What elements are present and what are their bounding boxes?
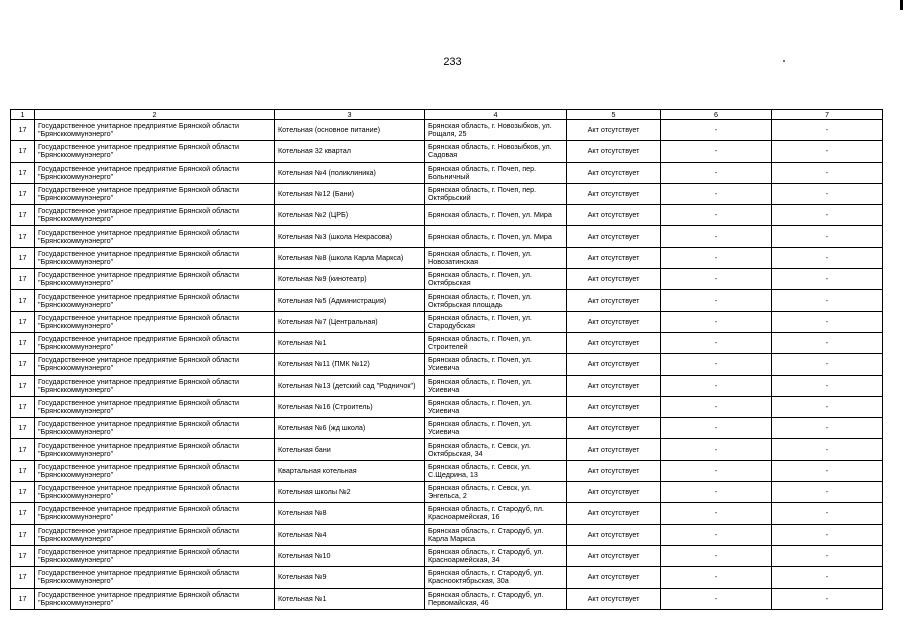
- object-name-cell: Котельная №4: [275, 524, 425, 545]
- table-row: [11, 162, 883, 183]
- column-6-cell: -: [661, 205, 772, 226]
- address-cell: Брянская область, г. Стародуб, ул. Первомайская, 46: [425, 588, 567, 609]
- organization-cell: Государственное унитарное предприятие Брянской области "Брянсккоммунэнерго": [35, 205, 275, 226]
- column-7-cell: -: [772, 269, 883, 290]
- table-row: [11, 247, 883, 268]
- act-status-cell: Акт отсутствует: [567, 332, 661, 353]
- object-name-cell: Котельная №9 (кинотеатр): [275, 269, 425, 290]
- column-7-cell: -: [772, 482, 883, 503]
- row-number-cell: 17: [11, 120, 35, 141]
- column-6-cell: -: [661, 141, 772, 162]
- table-row: [11, 396, 883, 417]
- address-cell: Брянская область, г. Почеп, ул. Усиевича: [425, 396, 567, 417]
- column-7-cell: -: [772, 460, 883, 481]
- table-row: [11, 567, 883, 588]
- row-number-cell: 17: [11, 503, 35, 524]
- row-number-cell: 17: [11, 247, 35, 268]
- table-row: [11, 482, 883, 503]
- column-6-cell: -: [661, 162, 772, 183]
- act-status-cell: Акт отсутствует: [567, 418, 661, 439]
- column-7-cell: -: [772, 375, 883, 396]
- object-name-cell: Котельная №12 (Бани): [275, 183, 425, 204]
- address-cell: Брянская область, г. Почеп, ул. Октябрьская площадь: [425, 290, 567, 311]
- address-cell: Брянская область, г. Стародуб, ул. Красноoктябрьская, 30а: [425, 567, 567, 588]
- organization-cell: Государственное унитарное предприятие Брянской области "Брянсккоммунэнерго": [35, 524, 275, 545]
- table-row: [11, 311, 883, 332]
- act-status-cell: Акт отсутствует: [567, 460, 661, 481]
- organization-cell: Государственное унитарное предприятие Брянской области "Брянсккоммунэнерго": [35, 247, 275, 268]
- act-status-cell: Акт отсутствует: [567, 247, 661, 268]
- table-row: [11, 141, 883, 162]
- table-row: [11, 375, 883, 396]
- address-cell: Брянская область, г. Почеп, ул. Мира: [425, 205, 567, 226]
- column-6-cell: -: [661, 588, 772, 609]
- column-7-cell: -: [772, 311, 883, 332]
- organization-cell: Государственное унитарное предприятие Брянской области "Брянсккоммунэнерго": [35, 503, 275, 524]
- organization-cell: Государственное унитарное предприятие Брянской области "Брянсккоммунэнерго": [35, 226, 275, 247]
- act-status-cell: Акт отсутствует: [567, 141, 661, 162]
- organization-cell: Государственное унитарное предприятие Брянской области "Брянсккоммунэнерго": [35, 482, 275, 503]
- act-status-cell: Акт отсутствует: [567, 290, 661, 311]
- column-6-cell: -: [661, 311, 772, 332]
- address-cell: Брянская область, г. Почеп, пер. Больничный: [425, 162, 567, 183]
- row-number-cell: 17: [11, 162, 35, 183]
- row-number-cell: 17: [11, 545, 35, 566]
- column-6-cell: -: [661, 503, 772, 524]
- document-table: [10, 109, 883, 610]
- table-row: [11, 226, 883, 247]
- act-status-cell: Акт отсутствует: [567, 588, 661, 609]
- column-6-cell: -: [661, 354, 772, 375]
- column-6-cell: -: [661, 332, 772, 353]
- act-status-cell: Акт отсутствует: [567, 205, 661, 226]
- table-row: [11, 439, 883, 460]
- act-status-cell: Акт отсутствует: [567, 545, 661, 566]
- column-7-cell: -: [772, 588, 883, 609]
- column-7-cell: -: [772, 439, 883, 460]
- column-7-cell: -: [772, 162, 883, 183]
- object-name-cell: Котельная (основное питание): [275, 120, 425, 141]
- address-cell: Брянская область, г. Новозыбков, ул. Рощаля, 25: [425, 120, 567, 141]
- act-status-cell: Акт отсутствует: [567, 375, 661, 396]
- column-7-cell: -: [772, 567, 883, 588]
- address-cell: Брянская область, г. Стародуб, пл. Красноармейская, 16: [425, 503, 567, 524]
- address-cell: Брянская область, г. Почеп, ул. Усиевича: [425, 418, 567, 439]
- object-name-cell: Котельная школы №2: [275, 482, 425, 503]
- header-cell: 4: [425, 110, 567, 120]
- column-7-cell: -: [772, 141, 883, 162]
- act-status-cell: Акт отсутствует: [567, 396, 661, 417]
- column-6-cell: -: [661, 524, 772, 545]
- object-name-cell: Котельная №8: [275, 503, 425, 524]
- organization-cell: Государственное унитарное предприятие Брянской области "Брянсккоммунэнерго": [35, 141, 275, 162]
- address-cell: Брянская область, г. Новозыбков, ул. Садовая: [425, 141, 567, 162]
- organization-cell: Государственное унитарное предприятие Брянской области "Брянсккоммунэнерго": [35, 396, 275, 417]
- table-row: [11, 332, 883, 353]
- column-7-cell: -: [772, 247, 883, 268]
- object-name-cell: Котельная №13 (детский сад "Родничок"): [275, 375, 425, 396]
- row-number-cell: 17: [11, 290, 35, 311]
- act-status-cell: Акт отсутствует: [567, 567, 661, 588]
- act-status-cell: Акт отсутствует: [567, 354, 661, 375]
- organization-cell: Государственное унитарное предприятие Брянской области "Брянсккоммунэнерго": [35, 162, 275, 183]
- column-6-cell: -: [661, 269, 772, 290]
- row-number-cell: 17: [11, 588, 35, 609]
- table-row: [11, 290, 883, 311]
- column-6-cell: -: [661, 375, 772, 396]
- row-number-cell: 17: [11, 269, 35, 290]
- object-name-cell: Котельная 32 квартал: [275, 141, 425, 162]
- organization-cell: Государственное унитарное предприятие Брянской области "Брянсккоммунэнерго": [35, 439, 275, 460]
- column-7-cell: -: [772, 120, 883, 141]
- table-row: [11, 524, 883, 545]
- table-row: [11, 183, 883, 204]
- act-status-cell: Акт отсутствует: [567, 269, 661, 290]
- column-7-cell: -: [772, 290, 883, 311]
- table-row: [11, 460, 883, 481]
- table-row: [11, 588, 883, 609]
- address-cell: Брянская область, г. Почеп, ул. Строителей: [425, 332, 567, 353]
- column-7-cell: -: [772, 545, 883, 566]
- address-cell: Брянская область, г. Почеп, ул. Усиевича: [425, 375, 567, 396]
- object-name-cell: Котельная №7 (Центральная): [275, 311, 425, 332]
- column-6-cell: -: [661, 247, 772, 268]
- column-7-cell: -: [772, 183, 883, 204]
- header-cell: 5: [567, 110, 661, 120]
- object-name-cell: Котельная №1: [275, 332, 425, 353]
- act-status-cell: Акт отсутствует: [567, 226, 661, 247]
- organization-cell: Государственное унитарное предприятие Брянской области "Брянсккоммунэнерго": [35, 567, 275, 588]
- organization-cell: Государственное унитарное предприятие Брянской области "Брянсккоммунэнерго": [35, 588, 275, 609]
- header-row: [11, 110, 883, 120]
- column-7-cell: -: [772, 354, 883, 375]
- row-number-cell: 17: [11, 205, 35, 226]
- address-cell: Брянская область, г. Стародуб, ул. Карла Маркса: [425, 524, 567, 545]
- column-6-cell: -: [661, 482, 772, 503]
- object-name-cell: Котельная №2 (ЦРБ): [275, 205, 425, 226]
- column-6-cell: -: [661, 460, 772, 481]
- organization-cell: Государственное унитарное предприятие Брянской области "Брянсккоммунэнерго": [35, 375, 275, 396]
- row-number-cell: 17: [11, 354, 35, 375]
- page-number: 233: [443, 56, 462, 68]
- column-6-cell: -: [661, 290, 772, 311]
- header-cell: 3: [275, 110, 425, 120]
- column-7-cell: -: [772, 226, 883, 247]
- address-cell: Брянская область, г. Почеп, ул. Мира: [425, 226, 567, 247]
- header-cell: 2: [35, 110, 275, 120]
- organization-cell: Государственное унитарное предприятие Брянской области "Брянсккоммунэнерго": [35, 183, 275, 204]
- table-row: [11, 503, 883, 524]
- object-name-cell: Котельная №6 (жд школа): [275, 418, 425, 439]
- address-cell: Брянская область, г. Севск, ул. Энгельса, 2: [425, 482, 567, 503]
- table-row: [11, 205, 883, 226]
- act-status-cell: Акт отсутствует: [567, 503, 661, 524]
- organization-cell: Государственное унитарное предприятие Брянской области "Брянсккоммунэнерго": [35, 418, 275, 439]
- column-7-cell: -: [772, 418, 883, 439]
- object-name-cell: Котельная бани: [275, 439, 425, 460]
- act-status-cell: Акт отсутствует: [567, 311, 661, 332]
- organization-cell: Государственное унитарное предприятие Брянской области "Брянсккоммунэнерго": [35, 290, 275, 311]
- table-row: [11, 269, 883, 290]
- table-row: [11, 418, 883, 439]
- address-cell: Брянская область, г. Почеп, пер. Октябрьский: [425, 183, 567, 204]
- row-number-cell: 17: [11, 226, 35, 247]
- column-7-cell: -: [772, 524, 883, 545]
- column-7-cell: -: [772, 396, 883, 417]
- address-cell: Брянская область, г. Севск, ул. С.Щедрина, 13: [425, 460, 567, 481]
- act-status-cell: Акт отсутствует: [567, 183, 661, 204]
- header-cell: 7: [772, 110, 883, 120]
- object-name-cell: Котельная №3 (школа Некрасова): [275, 226, 425, 247]
- row-number-cell: 17: [11, 375, 35, 396]
- table-row: [11, 545, 883, 566]
- table-body: [11, 110, 883, 610]
- column-6-cell: -: [661, 183, 772, 204]
- row-number-cell: 17: [11, 567, 35, 588]
- row-number-cell: 17: [11, 311, 35, 332]
- object-name-cell: Котельная №8 (школа Карла Маркса): [275, 247, 425, 268]
- row-number-cell: 17: [11, 418, 35, 439]
- row-number-cell: 17: [11, 439, 35, 460]
- act-status-cell: Акт отсутствует: [567, 524, 661, 545]
- object-name-cell: Котельная №16 (Строитель): [275, 396, 425, 417]
- address-cell: Брянская область, г. Почеп, ул. Новозатинская: [425, 247, 567, 268]
- object-name-cell: Котельная №5 (Администрация): [275, 290, 425, 311]
- act-status-cell: Акт отсутствует: [567, 162, 661, 183]
- table-row: [11, 120, 883, 141]
- column-6-cell: -: [661, 226, 772, 247]
- object-name-cell: Квартальная котельная: [275, 460, 425, 481]
- table-row: [11, 354, 883, 375]
- column-6-cell: -: [661, 439, 772, 460]
- row-number-cell: 17: [11, 183, 35, 204]
- organization-cell: Государственное унитарное предприятие Брянской области "Брянсккоммунэнерго": [35, 120, 275, 141]
- column-6-cell: -: [661, 418, 772, 439]
- row-number-cell: 17: [11, 396, 35, 417]
- organization-cell: Государственное унитарное предприятие Брянской области "Брянсккоммунэнерго": [35, 269, 275, 290]
- column-6-cell: -: [661, 567, 772, 588]
- row-number-cell: 17: [11, 332, 35, 353]
- address-cell: Брянская область, г. Почеп, ул. Октябрьская: [425, 269, 567, 290]
- row-number-cell: 17: [11, 524, 35, 545]
- organization-cell: Государственное унитарное предприятие Брянской области "Брянсккоммунэнерго": [35, 332, 275, 353]
- address-cell: Брянская область, г. Севск, ул. Октябрьская, 34: [425, 439, 567, 460]
- act-status-cell: Акт отсутствует: [567, 439, 661, 460]
- object-name-cell: Котельная №10: [275, 545, 425, 566]
- organization-cell: Государственное унитарное предприятие Брянской области "Брянсккоммунэнерго": [35, 545, 275, 566]
- header-cell: 6: [661, 110, 772, 120]
- scan-edge-mark: [900, 0, 903, 10]
- object-name-cell: Котельная №4 (поликлиника): [275, 162, 425, 183]
- address-cell: Брянская область, г. Стародуб, ул. Красноармейская, 34: [425, 545, 567, 566]
- address-cell: Брянская область, г. Почеп, ул. Усиевича: [425, 354, 567, 375]
- column-7-cell: -: [772, 332, 883, 353]
- address-cell: Брянская область, г. Почеп, ул. Стародубская: [425, 311, 567, 332]
- column-7-cell: -: [772, 205, 883, 226]
- column-6-cell: -: [661, 120, 772, 141]
- object-name-cell: Котельная №1: [275, 588, 425, 609]
- column-6-cell: -: [661, 545, 772, 566]
- row-number-cell: 17: [11, 141, 35, 162]
- header-cell: 1: [11, 110, 35, 120]
- row-number-cell: 17: [11, 460, 35, 481]
- object-name-cell: Котельная №11 (ПМК №12): [275, 354, 425, 375]
- organization-cell: Государственное унитарное предприятие Брянской области "Брянсккоммунэнерго": [35, 354, 275, 375]
- organization-cell: Государственное унитарное предприятие Брянской области "Брянсккоммунэнерго": [35, 311, 275, 332]
- row-number-cell: 17: [11, 482, 35, 503]
- column-6-cell: -: [661, 396, 772, 417]
- column-7-cell: -: [772, 503, 883, 524]
- organization-cell: Государственное унитарное предприятие Брянской области "Брянсккоммунэнерго": [35, 460, 275, 481]
- act-status-cell: Акт отсутствует: [567, 482, 661, 503]
- object-name-cell: Котельная №9: [275, 567, 425, 588]
- act-status-cell: Акт отсутствует: [567, 120, 661, 141]
